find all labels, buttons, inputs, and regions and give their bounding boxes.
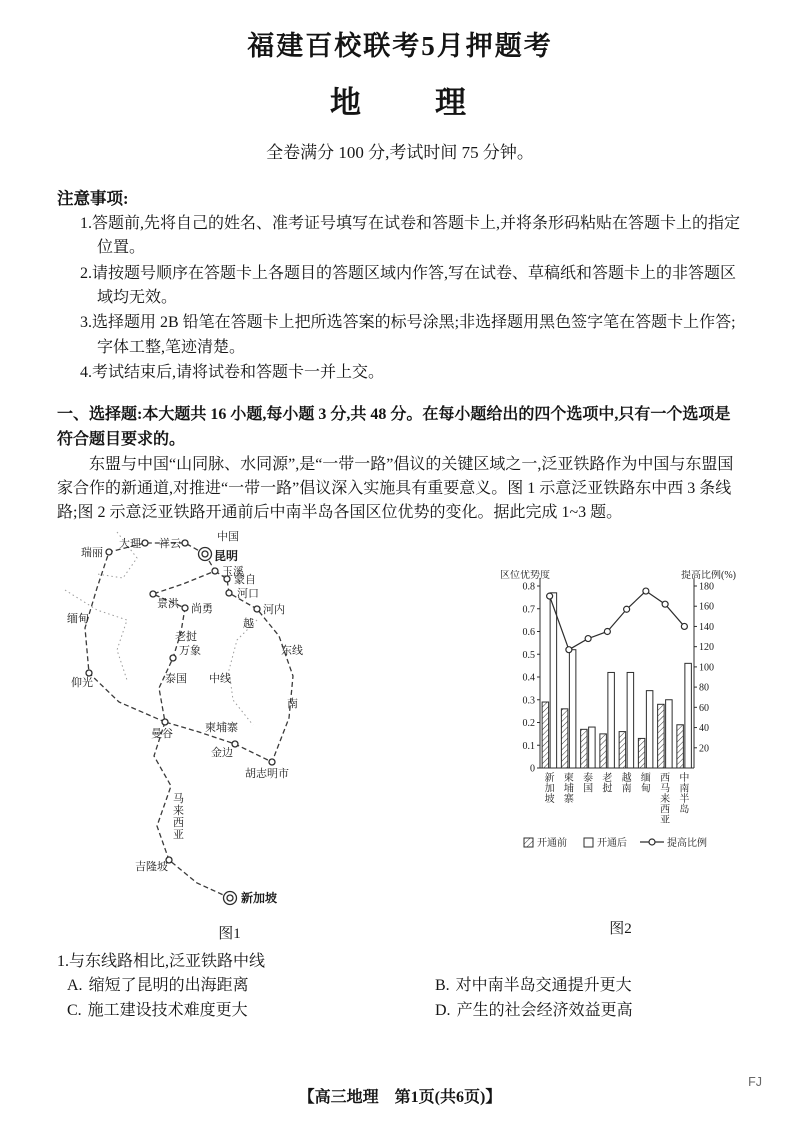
option-c xyxy=(67,999,435,1023)
svg-text:西马来西亚: 西马来西亚 xyxy=(660,772,671,826)
svg-text:中国: 中国 xyxy=(217,530,239,543)
svg-text:玉溪: 玉溪 xyxy=(222,565,244,578)
svg-text:开通后: 开通后 xyxy=(597,837,627,849)
svg-text:提高比例: 提高比例 xyxy=(667,837,707,849)
svg-text:仰光: 仰光 xyxy=(71,676,93,689)
svg-text:缅甸: 缅甸 xyxy=(67,612,89,625)
figure1-map xyxy=(57,530,397,915)
svg-text:越南: 越南 xyxy=(621,772,632,795)
option-b-key: B. xyxy=(435,977,450,995)
svg-text:泰国: 泰国 xyxy=(583,772,594,795)
figure1-caption: 图1 xyxy=(218,926,241,943)
exam-info: 全卷满分 100 分,考试时间 75 分钟。 xyxy=(266,143,534,163)
svg-text:40: 40 xyxy=(699,722,709,734)
svg-text:尚勇: 尚勇 xyxy=(191,602,213,615)
svg-text:越: 越 xyxy=(243,617,254,630)
svg-text:160: 160 xyxy=(699,601,714,613)
option-c-text: 施工建设技术难度更大 xyxy=(87,1001,248,1019)
svg-text:0.4: 0.4 xyxy=(522,672,535,684)
footer-code: FJ xyxy=(748,1075,762,1089)
svg-text:60: 60 xyxy=(699,702,709,714)
option-a xyxy=(67,974,435,998)
svg-text:柬埔寨: 柬埔寨 xyxy=(205,721,238,734)
svg-text:万象: 万象 xyxy=(179,644,201,657)
svg-text:140: 140 xyxy=(699,621,714,633)
svg-text:祥云: 祥云 xyxy=(159,537,181,550)
question-1 xyxy=(57,950,743,1023)
figures-row xyxy=(57,530,743,946)
svg-text:金边: 金边 xyxy=(211,746,233,759)
svg-text:新加坡: 新加坡 xyxy=(241,890,278,905)
svg-text:景洪: 景洪 xyxy=(157,597,179,610)
svg-text:老挝: 老挝 xyxy=(602,772,613,795)
svg-text:吉隆坡: 吉隆坡 xyxy=(135,860,168,873)
option-a-key: A. xyxy=(67,977,83,995)
figure2 xyxy=(498,570,743,946)
svg-text:老挝: 老挝 xyxy=(175,630,197,643)
svg-text:0.3: 0.3 xyxy=(522,695,535,707)
figure2-chart xyxy=(498,570,738,860)
svg-text:180: 180 xyxy=(699,581,714,593)
option-c-key: C. xyxy=(67,1001,82,1019)
option-d-text: 产生的社会经济效益更高 xyxy=(456,1001,633,1019)
svg-text:泰国: 泰国 xyxy=(165,672,187,685)
figure2-caption: 图2 xyxy=(609,921,632,938)
svg-text:缅甸: 缅甸 xyxy=(640,772,651,795)
notice-item-2: 2.请按题号顺序在答题卡上各题目的答题区域内作答,写在试卷、草稿纸和答题卡上的非答题区域均无效。 xyxy=(80,264,737,306)
svg-text:中线: 中线 xyxy=(209,672,231,685)
section-intro: 东盟与中国“山同脉、水同源”,是“一带一路”倡议的关键区域之一,泛亚铁路作为中国与东盟国家合作的新通道,对推进“一带一路”倡议深入实施具有重要意义。图 1 示意泛亚铁路东中西 3 条线路;图 2 示意泛亚铁路开通前后中南半岛各国区位优势的变化。据此完成 1~3 题。 xyxy=(57,455,734,522)
svg-text:蒙自: 蒙自 xyxy=(234,573,256,586)
svg-text:100: 100 xyxy=(699,662,714,674)
svg-text:0.8: 0.8 xyxy=(522,581,535,593)
question-1-stem: 1.与东线路相比,泛亚铁路中线 xyxy=(57,952,266,970)
svg-text:0.2: 0.2 xyxy=(522,717,535,729)
option-d xyxy=(435,999,743,1023)
svg-text:河口: 河口 xyxy=(237,587,259,600)
svg-text:东线: 东线 xyxy=(281,644,303,657)
notice-heading: 注意事项: xyxy=(57,188,129,208)
notice-item-1: 1.答题前,先将自己的姓名、准考证号填写在试卷和答题卡上,并将条形码粘贴在答题卡上的指定位置。 xyxy=(80,215,741,257)
notice-item-3: 3.选择题用 2B 铅笔在答题卡上把所选答案的标号涂黑;非选择题用黑色签字笔在答题卡上作答;字体工整,笔迹清楚。 xyxy=(80,314,736,356)
svg-text:0.7: 0.7 xyxy=(522,604,535,616)
svg-text:0: 0 xyxy=(530,763,535,775)
page-title: 福建百校联考5月押题考 xyxy=(247,31,553,61)
page-footer: 【高三地理 第1页(共6页)】 xyxy=(298,1088,502,1106)
svg-text:南: 南 xyxy=(287,697,298,710)
option-a-text: 缩短了昆明的出海距离 xyxy=(88,977,249,995)
svg-text:提高比例(%): 提高比例(%) xyxy=(681,569,736,581)
option-d-key: D. xyxy=(435,1001,451,1019)
svg-text:柬埔寨: 柬埔寨 xyxy=(563,772,574,805)
svg-text:区位优势度: 区位优势度 xyxy=(500,569,550,581)
svg-text:20: 20 xyxy=(699,743,709,755)
svg-text:马来西亚: 马来西亚 xyxy=(173,792,184,841)
svg-text:0.6: 0.6 xyxy=(522,626,535,638)
svg-text:瑞丽: 瑞丽 xyxy=(81,546,103,559)
section-heading: 一、选择题:本大题共 16 小题,每小题 3 分,共 48 分。在每小题给出的四个选项中,只有一个选项是符合题目要求的。 xyxy=(57,406,731,448)
svg-text:0.5: 0.5 xyxy=(522,649,535,661)
svg-text:新加坡: 新加坡 xyxy=(544,772,555,805)
svg-text:河内: 河内 xyxy=(263,603,285,616)
notice-item-4: 4.考试结束后,请将试卷和答题卡一并上交。 xyxy=(80,363,385,381)
svg-text:120: 120 xyxy=(699,641,714,653)
option-b-text: 对中南半岛交通提升更大 xyxy=(455,977,632,995)
svg-text:大理: 大理 xyxy=(119,537,141,550)
figure1 xyxy=(57,530,402,946)
svg-text:曼谷: 曼谷 xyxy=(151,727,173,740)
option-b xyxy=(435,974,743,998)
svg-text:0.1: 0.1 xyxy=(522,740,535,752)
svg-text:中南半岛: 中南半岛 xyxy=(679,772,690,816)
svg-text:昆明: 昆明 xyxy=(214,548,239,563)
svg-text:开通前: 开通前 xyxy=(537,837,567,849)
subject-title: 地 理 xyxy=(330,85,470,121)
svg-text:80: 80 xyxy=(699,682,709,694)
question-1-options xyxy=(57,974,743,1023)
svg-text:胡志明市: 胡志明市 xyxy=(245,767,289,780)
